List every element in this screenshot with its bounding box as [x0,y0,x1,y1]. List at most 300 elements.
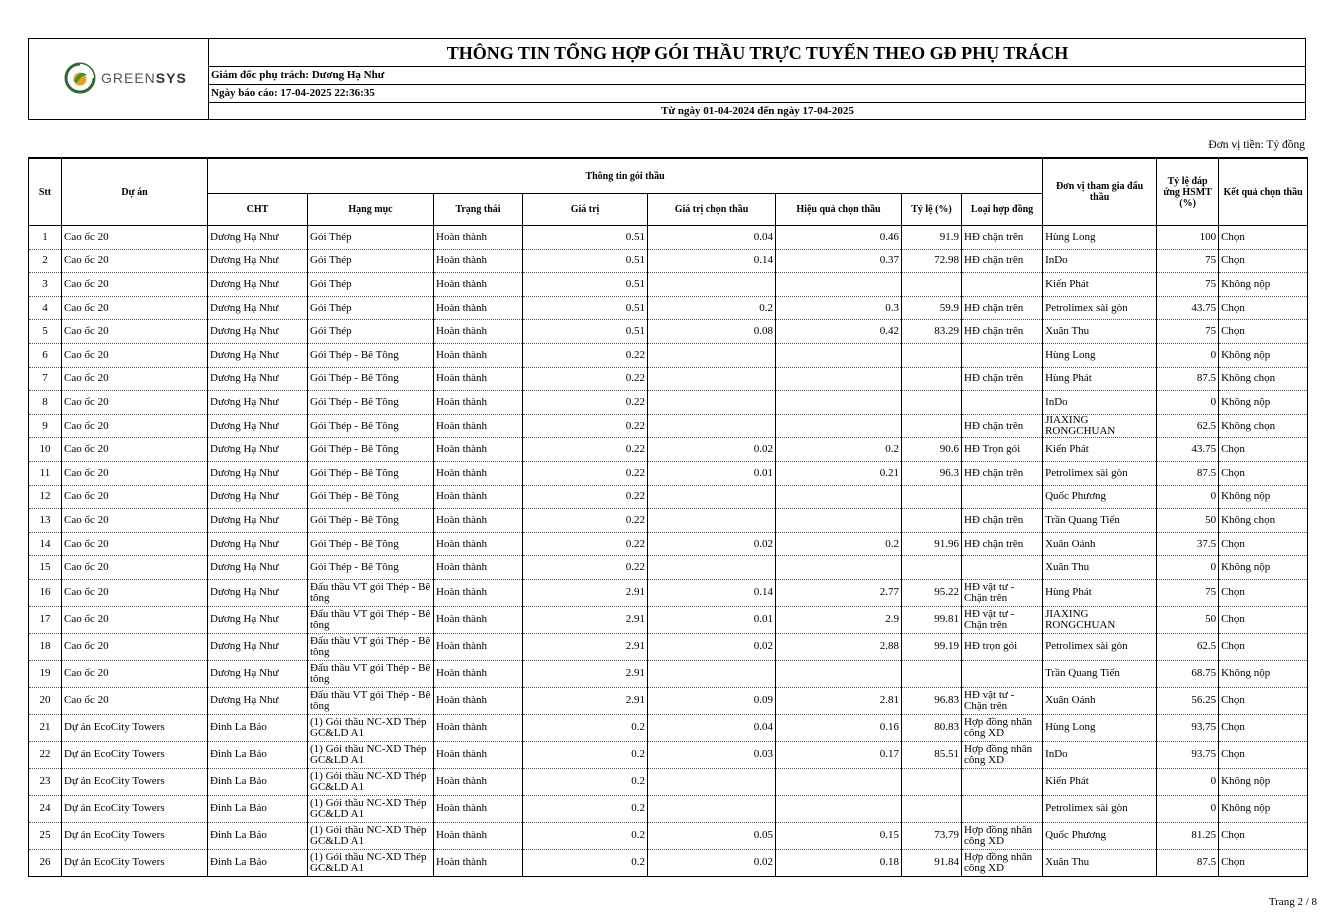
table-row [29,714,1308,741]
cell-contract [962,273,1043,297]
cell-result: Chọn [1219,249,1308,273]
cell-stt: 20 [29,687,62,714]
cell-result: Không nộp [1219,660,1308,687]
cell-status: Hoàn thành [434,768,523,795]
cell-category: (1) Gói thầu NC-XD Thép GC&LD A1 [308,849,434,876]
cell-value: 0.2 [523,741,648,768]
cell-hsmt: 75 [1157,249,1219,273]
cell-contract: HĐ vật tư - Chặn trên [962,579,1043,606]
cell-effect [776,273,902,297]
cell-hsmt: 93.75 [1157,741,1219,768]
cell-bidder: Xuân Thu [1043,320,1157,344]
cell-result: Chọn [1219,741,1308,768]
col-status: Trạng thái [434,194,523,226]
cell-category: (1) Gói thầu NC-XD Thép GC&LD A1 [308,795,434,822]
cell-contract: HĐ trọn gói [962,633,1043,660]
cell-hsmt: 62.5 [1157,414,1219,438]
cell-status: Hoàn thành [434,532,523,556]
cell-bidder: Petrolimex sài gòn [1043,795,1157,822]
cell-hsmt: 37.5 [1157,532,1219,556]
table-row [29,226,1308,250]
cell-hsmt: 87.5 [1157,461,1219,485]
cell-status: Hoàn thành [434,579,523,606]
cell-contract: Hợp đồng nhân công XD [962,741,1043,768]
col-value: Giá trị [523,194,648,226]
cell-status: Hoàn thành [434,660,523,687]
cell-status: Hoàn thành [434,414,523,438]
col-project: Dự án [62,158,208,226]
cell-result: Chọn [1219,714,1308,741]
cell-stt: 9 [29,414,62,438]
page-number: Trang 2 / 8 [1268,896,1317,908]
cell-ratio: 91.96 [902,532,962,556]
cell-selected [648,367,776,391]
cell-selected: 0.05 [648,822,776,849]
cell-ratio [902,391,962,415]
cell-effect: 2.9 [776,606,902,633]
cell-cht: Dương Hạ Như [208,391,308,415]
cell-value: 0.2 [523,849,648,876]
cell-status: Hoàn thành [434,296,523,320]
cell-project: Cao ốc 20 [62,606,208,633]
cell-stt: 23 [29,768,62,795]
col-contract-type: Loại hợp đồng [962,194,1043,226]
cell-selected: 0.02 [648,849,776,876]
cell-status: Hoàn thành [434,633,523,660]
cell-contract [962,795,1043,822]
cell-bidder: JIAXING RONGCHUAN [1043,414,1157,438]
table-row [29,556,1308,580]
cell-ratio: 95.22 [902,579,962,606]
cell-bidder: InDo [1043,249,1157,273]
cell-stt: 11 [29,461,62,485]
cell-bidder: Hùng Long [1043,343,1157,367]
cell-contract [962,556,1043,580]
cell-value: 0.22 [523,367,648,391]
col-group-bid-info: Thông tin gói thầu [208,158,1043,194]
cell-status: Hoàn thành [434,249,523,273]
cell-cht: Dương Hạ Như [208,579,308,606]
cell-result: Chọn [1219,687,1308,714]
cell-selected: 0.08 [648,320,776,344]
col-ratio: Tỷ lệ (%) [902,194,962,226]
cell-ratio: 96.83 [902,687,962,714]
cell-project: Cao ốc 20 [62,633,208,660]
cell-contract [962,485,1043,509]
cell-bidder: Xuân Oánh [1043,687,1157,714]
cell-effect: 2.88 [776,633,902,660]
cell-result: Không chọn [1219,367,1308,391]
cell-effect: 0.15 [776,822,902,849]
logo-text: GREENSYS [101,70,187,86]
cell-bidder: Trần Quang Tiến [1043,660,1157,687]
cell-bidder: JIAXING RONGCHUAN [1043,606,1157,633]
director-line: Giám đốc phụ trách: Dương Hạ Như [209,67,1306,85]
cell-status: Hoàn thành [434,556,523,580]
cell-ratio [902,343,962,367]
cell-cht: Dương Hạ Như [208,509,308,533]
cell-cht: Dương Hạ Như [208,633,308,660]
cell-hsmt: 62.5 [1157,633,1219,660]
cell-result: Chọn [1219,461,1308,485]
cell-cht: Dương Hạ Như [208,414,308,438]
cell-hsmt: 75 [1157,579,1219,606]
cell-bidder: InDo [1043,391,1157,415]
cell-value: 0.22 [523,556,648,580]
cell-effect: 0.2 [776,438,902,462]
cell-selected: 0.01 [648,461,776,485]
cell-selected: 0.09 [648,687,776,714]
cell-category: Gói Thép - Bê Tông [308,485,434,509]
cell-selected [648,768,776,795]
cell-status: Hoàn thành [434,849,523,876]
cell-effect: 0.16 [776,714,902,741]
table-row [29,532,1308,556]
cell-ratio [902,485,962,509]
cell-contract: HĐ chặn trên [962,226,1043,250]
cell-effect [776,414,902,438]
cell-ratio: 73.79 [902,822,962,849]
cell-status: Hoàn thành [434,741,523,768]
cell-value: 0.22 [523,509,648,533]
cell-stt: 16 [29,579,62,606]
bid-table [28,157,1308,877]
cell-status: Hoàn thành [434,687,523,714]
cell-hsmt: 0 [1157,391,1219,415]
cell-ratio: 59.9 [902,296,962,320]
cell-cht: Dương Hạ Như [208,367,308,391]
cell-project: Cao ốc 20 [62,461,208,485]
cell-bidder: Petrolimex sài gòn [1043,296,1157,320]
cell-stt: 8 [29,391,62,415]
table-row [29,795,1308,822]
cell-category: Gói Thép - Bê Tông [308,556,434,580]
cell-status: Hoàn thành [434,822,523,849]
cell-hsmt: 81.25 [1157,822,1219,849]
col-stt: Stt [29,158,62,226]
cell-result: Không chọn [1219,509,1308,533]
cell-cht: Dương Hạ Như [208,438,308,462]
cell-project: Cao ốc 20 [62,556,208,580]
cell-bidder: Xuân Thu [1043,556,1157,580]
table-row [29,414,1308,438]
col-hsmt-rate: Tỷ lệ đáp ứng HSMT (%) [1157,158,1219,226]
table-row [29,849,1308,876]
cell-value: 2.91 [523,687,648,714]
cell-contract: Hợp đồng nhân công XD [962,849,1043,876]
cell-stt: 1 [29,226,62,250]
cell-effect: 0.3 [776,296,902,320]
cell-ratio: 91.84 [902,849,962,876]
cell-result: Chọn [1219,633,1308,660]
cell-contract: HĐ chặn trên [962,532,1043,556]
cell-hsmt: 93.75 [1157,714,1219,741]
cell-bidder: Xuân Thu [1043,849,1157,876]
cell-project: Dự án EcoCity Towers [62,795,208,822]
cell-contract: Hợp đồng nhân công XD [962,714,1043,741]
table-row [29,461,1308,485]
cell-stt: 4 [29,296,62,320]
cell-stt: 14 [29,532,62,556]
cell-value: 0.2 [523,822,648,849]
cell-selected [648,485,776,509]
cell-hsmt: 50 [1157,509,1219,533]
cell-effect: 0.37 [776,249,902,273]
cell-ratio [902,367,962,391]
cell-effect [776,795,902,822]
cell-value: 0.22 [523,532,648,556]
cell-hsmt: 43.75 [1157,296,1219,320]
cell-hsmt: 87.5 [1157,367,1219,391]
cell-project: Dự án EcoCity Towers [62,741,208,768]
cell-result: Không nộp [1219,273,1308,297]
cell-value: 2.91 [523,660,648,687]
cell-ratio [902,795,962,822]
cell-value: 0.22 [523,438,648,462]
cell-result: Không nộp [1219,391,1308,415]
cell-ratio [902,660,962,687]
cell-bidder: Quốc Phương [1043,485,1157,509]
cell-result: Chọn [1219,822,1308,849]
cell-contract [962,391,1043,415]
table-row [29,606,1308,633]
cell-hsmt: 75 [1157,320,1219,344]
col-bidder: Đơn vị tham gia đấu thầu [1043,158,1157,226]
cell-category: Đấu thầu VT gói Thép - Bê tông [308,606,434,633]
cell-category: Đấu thầu VT gói Thép - Bê tông [308,687,434,714]
cell-hsmt: 68.75 [1157,660,1219,687]
cell-effect: 2.77 [776,579,902,606]
table-row [29,660,1308,687]
cell-effect [776,367,902,391]
cell-hsmt: 43.75 [1157,438,1219,462]
cell-result: Không nộp [1219,768,1308,795]
cell-result: Không nộp [1219,556,1308,580]
cell-category: Gói Thép - Bê Tông [308,343,434,367]
cell-selected: 0.01 [648,606,776,633]
table-header [29,158,1308,226]
table-row [29,320,1308,344]
cell-hsmt: 50 [1157,606,1219,633]
cell-category: Gói Thép [308,249,434,273]
cell-category: Đấu thầu VT gói Thép - Bê tông [308,633,434,660]
cell-bidder: Hùng Phát [1043,367,1157,391]
cell-hsmt: 100 [1157,226,1219,250]
col-category: Hạng mục [308,194,434,226]
cell-effect [776,660,902,687]
cell-selected [648,414,776,438]
cell-ratio [902,768,962,795]
cell-stt: 24 [29,795,62,822]
cell-ratio: 83.29 [902,320,962,344]
cell-result: Chọn [1219,849,1308,876]
cell-cht: Dương Hạ Như [208,532,308,556]
table-row [29,367,1308,391]
cell-contract: HĐ chặn trên [962,320,1043,344]
cell-contract: HĐ chặn trên [962,509,1043,533]
cell-effect: 2.81 [776,687,902,714]
cell-ratio [902,509,962,533]
report-header [28,38,1306,120]
cell-effect: 0.46 [776,226,902,250]
cell-effect: 0.2 [776,532,902,556]
cell-selected [648,556,776,580]
logo-cell [29,39,209,119]
cell-ratio: 90.6 [902,438,962,462]
cell-stt: 5 [29,320,62,344]
table-row [29,296,1308,320]
cell-project: Cao ốc 20 [62,320,208,344]
cell-cht: Dương Hạ Như [208,226,308,250]
cell-hsmt: 75 [1157,273,1219,297]
cell-ratio: 72.98 [902,249,962,273]
cell-hsmt: 0 [1157,556,1219,580]
cell-selected: 0.02 [648,633,776,660]
cell-stt: 26 [29,849,62,876]
table-row [29,822,1308,849]
cell-cht: Dương Hạ Như [208,660,308,687]
cell-value: 0.22 [523,391,648,415]
cell-status: Hoàn thành [434,714,523,741]
cell-effect: 0.21 [776,461,902,485]
cell-ratio: 85.51 [902,741,962,768]
cell-ratio: 99.81 [902,606,962,633]
report-date: Ngày báo cáo: 17-04-2025 22:36:35 [209,85,1306,103]
cell-stt: 15 [29,556,62,580]
cell-contract: Hợp đồng nhân công XD [962,822,1043,849]
table-body [29,226,1308,877]
cell-project: Cao ốc 20 [62,532,208,556]
cell-status: Hoàn thành [434,226,523,250]
cell-bidder: Petrolimex sài gòn [1043,633,1157,660]
cell-status: Hoàn thành [434,320,523,344]
table-row [29,579,1308,606]
cell-stt: 17 [29,606,62,633]
cell-category: Gói Thép [308,296,434,320]
cell-contract [962,660,1043,687]
cell-ratio: 80.83 [902,714,962,741]
cell-status: Hoàn thành [434,509,523,533]
cell-result: Chọn [1219,532,1308,556]
cell-selected: 0.02 [648,438,776,462]
cell-stt: 7 [29,367,62,391]
cell-bidder: Kiến Phát [1043,768,1157,795]
cell-result: Không nộp [1219,485,1308,509]
cell-hsmt: 56.25 [1157,687,1219,714]
cell-selected: 0.04 [648,714,776,741]
cell-cht: Dương Hạ Như [208,606,308,633]
cell-value: 2.91 [523,579,648,606]
cell-status: Hoàn thành [434,367,523,391]
cell-stt: 19 [29,660,62,687]
cell-contract: HĐ chặn trên [962,249,1043,273]
cell-ratio: 99.19 [902,633,962,660]
cell-value: 0.2 [523,768,648,795]
table-row [29,509,1308,533]
cell-effect [776,485,902,509]
cell-effect: 0.18 [776,849,902,876]
cell-selected: 0.14 [648,249,776,273]
cell-contract: HĐ chặn trên [962,367,1043,391]
cell-category: Gói Thép - Bê Tông [308,438,434,462]
cell-project: Cao ốc 20 [62,438,208,462]
cell-contract: HĐ chặn trên [962,461,1043,485]
cell-effect [776,343,902,367]
cell-selected [648,660,776,687]
cell-category: Gói Thép - Bê Tông [308,367,434,391]
cell-selected: 0.04 [648,226,776,250]
table-row [29,741,1308,768]
cell-value: 2.91 [523,606,648,633]
cell-cht: Đinh La Bảo [208,714,308,741]
cell-cht: Đinh La Bảo [208,768,308,795]
cell-bidder: Hùng Long [1043,714,1157,741]
cell-result: Chọn [1219,226,1308,250]
cell-value: 0.22 [523,485,648,509]
table-row [29,768,1308,795]
cell-result: Không nộp [1219,795,1308,822]
cell-cht: Dương Hạ Như [208,249,308,273]
cell-cht: Dương Hạ Như [208,556,308,580]
cell-stt: 12 [29,485,62,509]
cell-contract [962,768,1043,795]
cell-effect: 0.42 [776,320,902,344]
cell-effect [776,391,902,415]
cell-status: Hoàn thành [434,606,523,633]
cell-result: Chọn [1219,296,1308,320]
cell-ratio [902,273,962,297]
cell-stt: 22 [29,741,62,768]
cell-bidder: Petrolimex sài gòn [1043,461,1157,485]
cell-category: Đấu thầu VT gói Thép - Bê tông [308,579,434,606]
cell-value: 0.2 [523,714,648,741]
cell-contract: HĐ Trọn gói [962,438,1043,462]
cell-cht: Dương Hạ Như [208,320,308,344]
cell-selected: 0.03 [648,741,776,768]
report-title: THÔNG TIN TỔNG HỢP GÓI THẦU TRỰC TUYẾN THEO GĐ PHỤ TRÁCH [209,39,1306,67]
cell-status: Hoàn thành [434,391,523,415]
col-selected-value: Giá trị chọn thầu [648,194,776,226]
cell-stt: 3 [29,273,62,297]
cell-category: (1) Gói thầu NC-XD Thép GC&LD A1 [308,741,434,768]
cell-stt: 18 [29,633,62,660]
cell-effect [776,509,902,533]
cell-category: Gói Thép [308,226,434,250]
cell-stt: 21 [29,714,62,741]
col-result: Kết quả chọn thầu [1219,158,1308,226]
cell-bidder: Kiến Phát [1043,438,1157,462]
cell-cht: Đinh La Bảo [208,822,308,849]
cell-category: Gói Thép - Bê Tông [308,532,434,556]
table-row [29,273,1308,297]
cell-hsmt: 0 [1157,485,1219,509]
cell-value: 2.91 [523,633,648,660]
cell-contract: HĐ vật tư - Chặn trên [962,687,1043,714]
cell-bidder: Trần Quang Tiến [1043,509,1157,533]
cell-ratio: 91.9 [902,226,962,250]
cell-project: Cao ốc 20 [62,414,208,438]
table-row [29,438,1308,462]
cell-category: Gói Thép [308,320,434,344]
cell-ratio [902,414,962,438]
cell-ratio [902,556,962,580]
cell-selected: 0.14 [648,579,776,606]
cell-stt: 25 [29,822,62,849]
cell-cht: Dương Hạ Như [208,461,308,485]
table-row [29,485,1308,509]
cell-value: 0.22 [523,414,648,438]
cell-project: Cao ốc 20 [62,509,208,533]
